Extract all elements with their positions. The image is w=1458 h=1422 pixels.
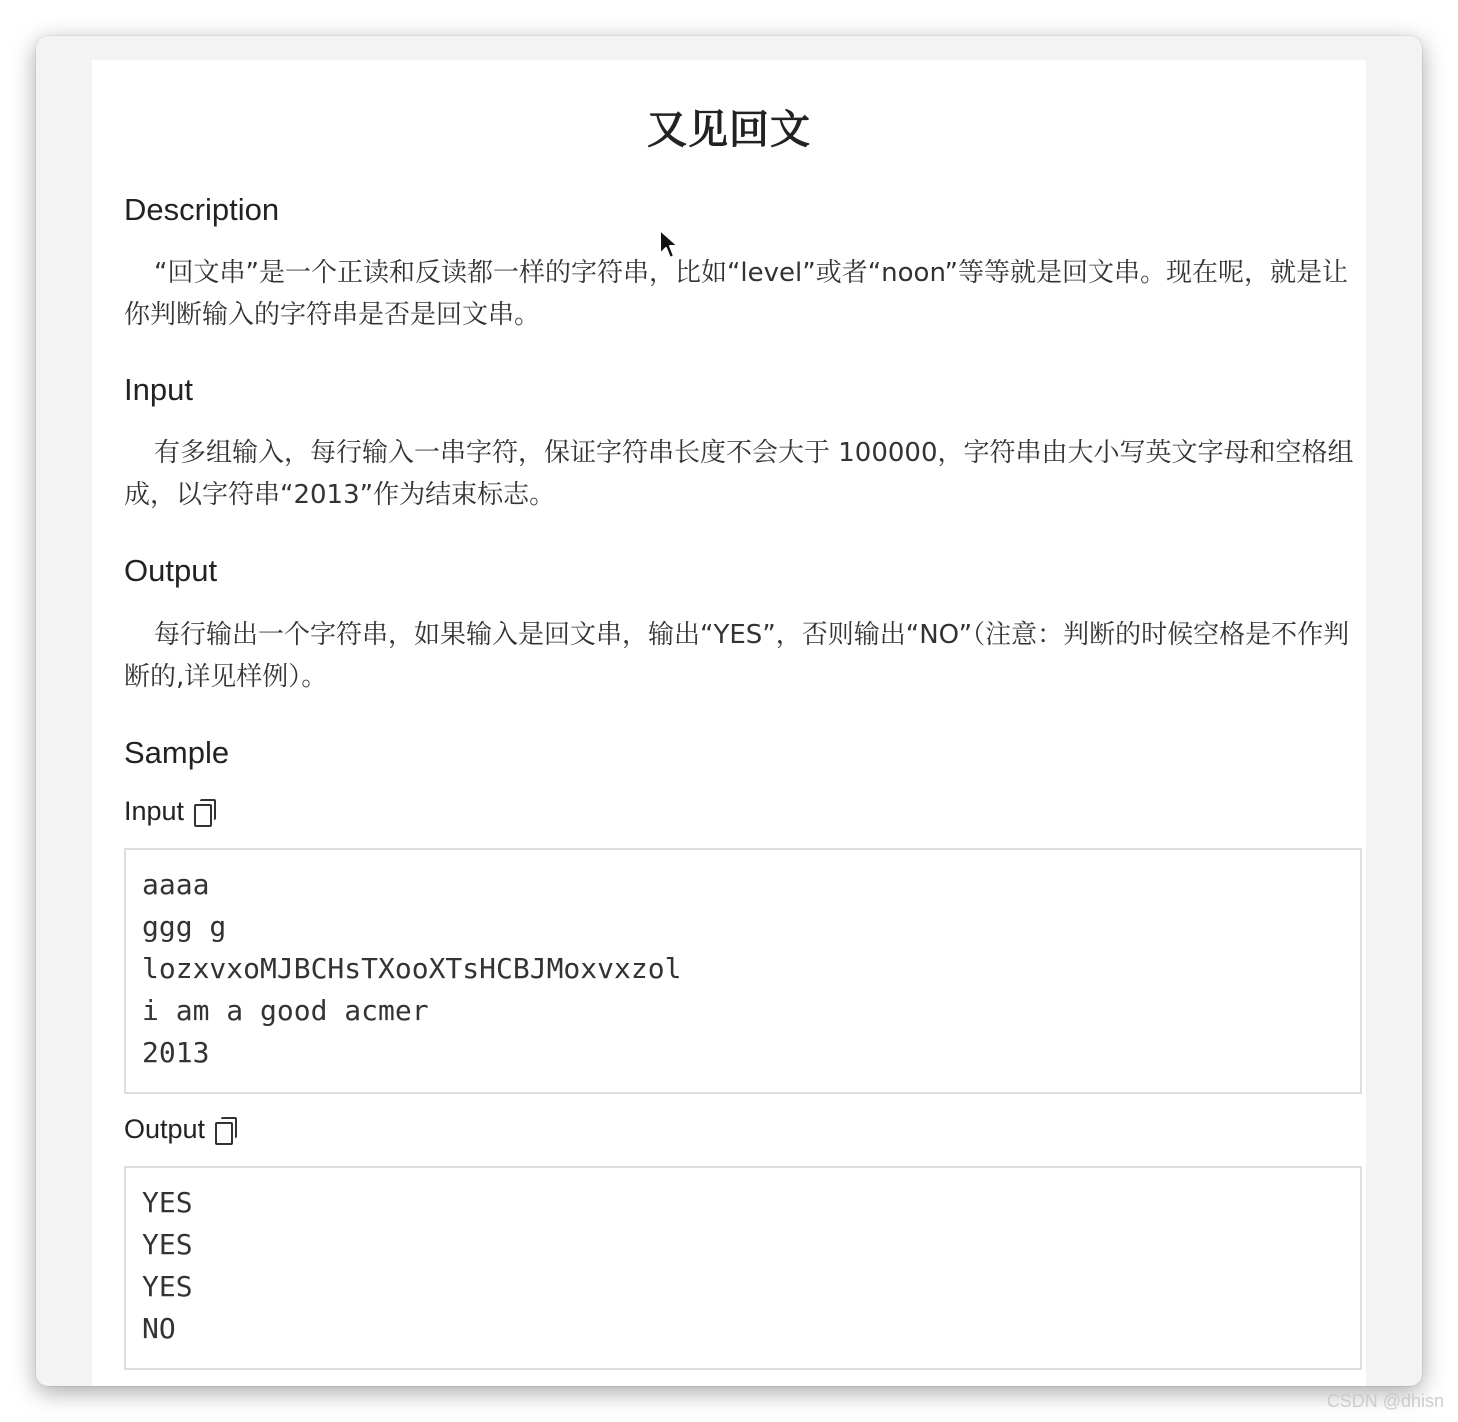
problem-title: 又见回文 bbox=[647, 107, 811, 153]
sample-heading: Sample bbox=[124, 735, 230, 770]
copy-icon[interactable] bbox=[194, 799, 216, 825]
description-text: “回文串”是一个正读和反读都一样的字符串，比如“level”或者“noon”等等就是回文串。现在呢，就是让你判断输入的字符串是否是回文串。 bbox=[124, 258, 1348, 330]
watermark: CSDN @dhisn bbox=[1326, 1391, 1444, 1411]
output-heading: Output bbox=[124, 553, 218, 588]
problem-panel bbox=[92, 60, 1366, 1386]
sample-input-label: Input bbox=[124, 796, 185, 826]
sample-output-box[interactable]: YES YES YES NO bbox=[124, 1166, 1362, 1370]
copy-icon[interactable] bbox=[215, 1117, 237, 1143]
mouse-pointer-icon bbox=[658, 228, 680, 260]
browser-window bbox=[36, 36, 1422, 1386]
sample-output-header bbox=[124, 1114, 237, 1145]
sample-input-box[interactable]: aaaa ggg g lozxvxoMJBCHsTXooXTsHCBJMoxvxzol i am a good acmer 2013 bbox=[124, 848, 1362, 1094]
sample-input-header bbox=[124, 796, 216, 827]
input-text: 有多组输入，每行输入一串字符，保证字符串长度不会大于 100000，字符串由大小写英文字母和空格组成，以字符串“2013”作为结束标志。 bbox=[124, 438, 1354, 510]
output-text: 每行输出一个字符串，如果输入是回文串，输出“YES”，否则输出“NO”（注意：判断的时候空格是不作判断的,详见样例）。 bbox=[124, 620, 1350, 692]
description-heading: Description bbox=[124, 192, 280, 227]
input-heading: Input bbox=[124, 372, 193, 407]
sample-output-label: Output bbox=[124, 1114, 206, 1144]
